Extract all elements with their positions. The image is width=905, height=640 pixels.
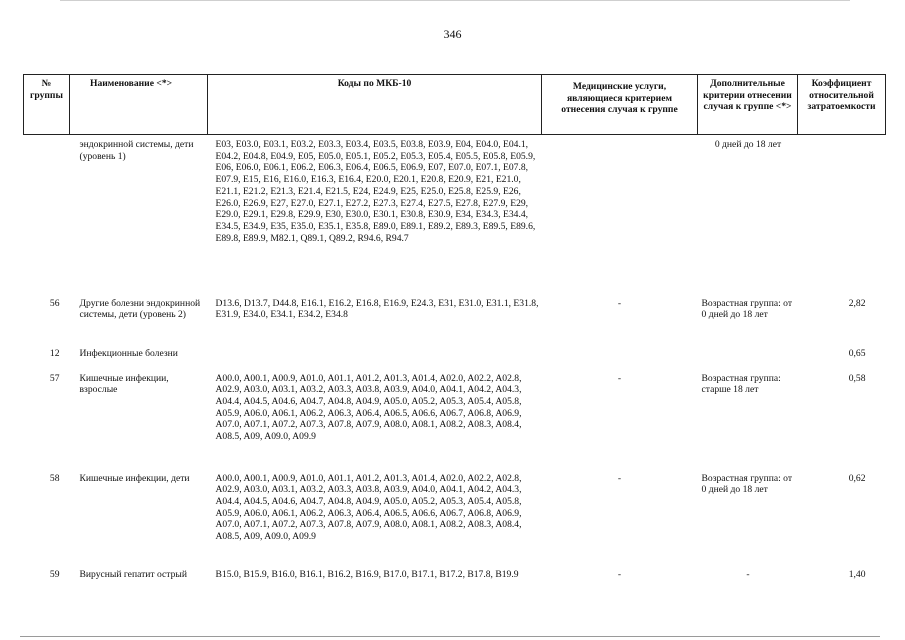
row-name: Кишечные инфекции, дети xyxy=(79,472,190,484)
table-row xyxy=(24,569,886,599)
row-name: Инфекционные болезни xyxy=(79,347,178,359)
table-row xyxy=(24,135,886,298)
header-group-no: № группы xyxy=(24,75,70,135)
page-top-edge xyxy=(60,0,850,1)
row-services: - xyxy=(617,568,622,580)
row-group-no: 56 xyxy=(49,297,60,309)
row-codes: B15.0, B15.9, B16.0, B16.1, B16.2, B16.9, B17.0, B17.1, B17.2, B17.8, B19.9 xyxy=(215,568,519,580)
row-criteria: Возрастная группа: от 0 дней до 18 лет xyxy=(701,297,793,321)
row-criteria: - xyxy=(746,568,750,580)
row-name: эндокринной системы, дети (уровень 1) xyxy=(79,139,194,162)
row-group-no: 57 xyxy=(49,372,60,384)
row-name: Кишечные инфекции, взрослые xyxy=(79,372,169,396)
row-group-no xyxy=(24,135,70,298)
header-services: Медицинские услуги, являющиеся критерием отнесения случая к группе xyxy=(542,75,698,135)
row-codes: E03, E03.0, E03.1, E03.2, E03.3, E03.4, E03.5, E03.8, E03.9, E04, E04.0, E04.1, E04.2, E04.8, E04.9, E05, E05.0, E05.1, E05.2, E05.3, E05.4, E05.5, E05.8, E05.9, E06, E06.0, E06.1, E06.2, E06.3, E06.4, E06.5, E06.9, E07, E07.0, E07.1, E07.8, E07.9, E15, E16, E16.0, E16.3, E16.4, E20.0, E20.1, E20.8, E20.9, E21, E21.0, E21.1, E21.2, E21.3, E21.4, E21.5, E24, E24.9, E25, E25.0, E25.8, E25.9, E26, E26.0, E26.9, E27, E27.0, E27.1, E27.2, E27.3, E27.4, E27.5, E27.8, E27.9, E29, E29.0, E29.1, E29.8, E29.9, E30, E30.0, E30.1, E30.8, E30.9, E34, E34.3, E34.4, E34.5, E34.9, E35, E35.0, E35.1, E35.8, E89.0, E89.1, E89.2, E89.3, E89.5, E89.6, E89.8, E89.9, M82.1, Q89.1, Q89.2, R94.6, R94.7 xyxy=(215,139,536,244)
row-codes xyxy=(208,348,542,373)
table-row xyxy=(24,348,886,373)
row-services: - xyxy=(617,472,622,484)
tariff-table xyxy=(23,74,886,599)
row-services: - xyxy=(617,297,622,309)
row-coefficient: 0,62 xyxy=(848,472,866,484)
row-group-no: 58 xyxy=(49,472,60,484)
row-coefficient: 2,82 xyxy=(848,297,866,309)
row-codes: A00.0, A00.1, A00.9, A01.0, A01.1, A01.2, A01.3, A01.4, A02.0, A02.2, A02.8, A02.9, A03.0, A03.1, A03.2, A03.3, A03.8, A03.9, A04.0, A04.1, A04.2, A04.3, A04.4, A04.5, A04.6, A04.7, A04.8, A04.9, A05.0, A05.2, A05.3, A05.4, A05.8, A05.9, A06.0, A06.1, A06.2, A06.3, A06.4, A06.5, A06.6, A06.7, A06.8, A06.9, A07.0, A07.1, A07.2, A07.3, A07.8, A07.9, A08.0, A08.1, A08.2, A08.3, A08.4, A08.5, A09, A09.0, A09.9 xyxy=(215,372,522,443)
row-codes: D13.6, D13.7, D44.8, E16.1, E16.2, E16.8, E16.9, E24.3, E31, E31.0, E31.1, E31.8, E31.9, E34.0, E34.1, E34.2, E34.8 xyxy=(215,297,539,321)
row-group-no: 59 xyxy=(49,568,60,580)
header-codes: Коды по МКБ-10 xyxy=(208,75,542,135)
row-services xyxy=(542,348,698,373)
row-group-no: 12 xyxy=(49,347,60,359)
header-coefficient: Коэффициент относительной затратоемкости xyxy=(798,75,886,135)
row-coefficient: 0,58 xyxy=(848,372,866,384)
table-row xyxy=(24,473,886,569)
row-criteria: 0 дней до 18 лет xyxy=(714,139,782,150)
row-codes: A00.0, A00.1, A00.9, A01.0, A01.1, A01.2, A01.3, A01.4, A02.0, A02.2, A02.8, A02.9, A03.0, A03.1, A03.2, A03.3, A03.8, A03.9, A04.0, A04.1, A04.2, A04.3, A04.4, A04.5, A04.6, A04.7, A04.8, A04.9, A05.0, A05.2, A05.3, A05.4, A05.8, A05.9, A06.0, A06.1, A06.2, A06.3, A06.4, A06.5, A06.6, A06.7, A06.8, A06.9, A07.0, A07.1, A07.2, A07.3, A07.8, A07.9, A08.0, A08.1, A08.2, A08.3, A08.4, A08.5, A09, A09.0, A09.9 xyxy=(215,472,522,543)
header-name: Наименование <*> xyxy=(70,75,208,135)
row-services: - xyxy=(617,372,622,384)
row-coefficient: 1,40 xyxy=(848,568,866,580)
row-coefficient: 0,65 xyxy=(848,347,866,359)
row-name: Вирусный гепатит острый xyxy=(79,568,187,580)
table-row xyxy=(24,298,886,348)
row-services xyxy=(542,135,698,298)
table-row xyxy=(24,373,886,473)
header-criteria: Дополнительные критерии отнесении случая к группе <*> xyxy=(698,75,798,135)
page-number: 346 xyxy=(443,27,462,41)
row-criteria: Возрастная группа: от 0 дней до 18 лет xyxy=(701,472,793,496)
page-bottom-edge xyxy=(20,636,880,637)
table-header-row xyxy=(24,75,886,135)
row-criteria xyxy=(698,348,798,373)
row-name: Другие болезни эндокринной системы, дети (уровень 2) xyxy=(79,297,201,321)
row-coefficient xyxy=(798,135,886,298)
row-criteria: Возрастная группа: старше 18 лет xyxy=(701,372,781,396)
